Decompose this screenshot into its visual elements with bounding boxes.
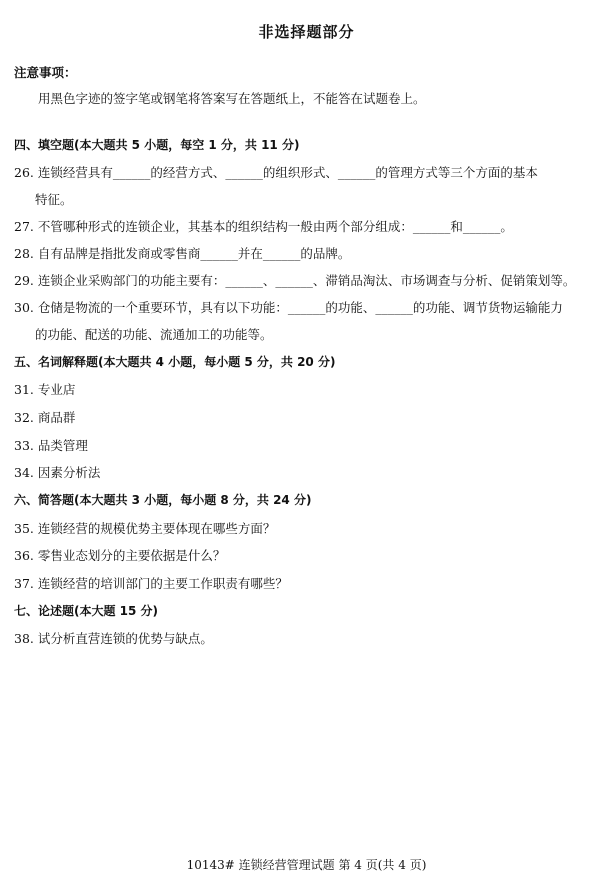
question-34: 34. 因素分析法	[14, 465, 101, 480]
question-36: 36. 零售业态划分的主要依据是什么？	[14, 548, 226, 563]
question-28: 28. 自有品牌是指批发商或零售商______并在______的品牌。	[14, 246, 351, 261]
section-heading-fill-in: 四、填空题(本大题共 5 小题，每空 1 分，共 11 分)	[14, 138, 300, 152]
question-30-continuation: 的功能、配送的功能、流通加工的功能等。	[35, 327, 273, 342]
question-26: 26. 连锁经营具有______的经营方式、______的组织形式、______的管理方式等三个方面的基本	[14, 165, 538, 180]
question-33: 33. 品类管理	[14, 438, 88, 453]
question-30: 30. 仓储是物流的一个重要环节，具有以下功能：______的功能、______的功能、调节货物运输能力	[14, 300, 563, 315]
question-29: 29. 连锁企业采购部门的功能主要有：______、______、滞销品淘汰、市场调查与分析、促销策划等。	[14, 273, 576, 288]
question-37: 37. 连锁经营的培训部门的主要工作职责有哪些？	[14, 576, 288, 591]
notice-text: 用黑色字迹的签字笔或钢笔将答案写在答题纸上，不能答在试题卷上。	[38, 91, 426, 106]
question-27: 27. 不管哪种形式的连锁企业，其基本的组织结构一般由两个部分组成：______和______。	[14, 219, 513, 234]
question-32: 32. 商品群	[14, 410, 76, 425]
question-26-continuation: 特征。	[35, 192, 73, 207]
page-title: 非选择题部分	[258, 23, 355, 41]
notice-heading: 注意事项：	[14, 65, 77, 80]
section-heading-essay: 七、论述题(本大题 15 分)	[14, 604, 159, 618]
section-heading-definitions: 五、名词解释题(本大题共 4 小题，每小题 5 分，共 20 分)	[14, 355, 336, 369]
page-footer: 10143# 连锁经营管理试题 第 4 页(共 4 页)	[186, 858, 427, 872]
question-35: 35. 连锁经营的规模优势主要体现在哪些方面？	[14, 521, 276, 536]
question-38: 38. 试分析直营连锁的优势与缺点。	[14, 631, 213, 646]
question-31: 31. 专业店	[14, 382, 76, 397]
section-heading-short-answer: 六、简答题(本大题共 3 小题，每小题 8 分，共 24 分)	[14, 493, 312, 507]
